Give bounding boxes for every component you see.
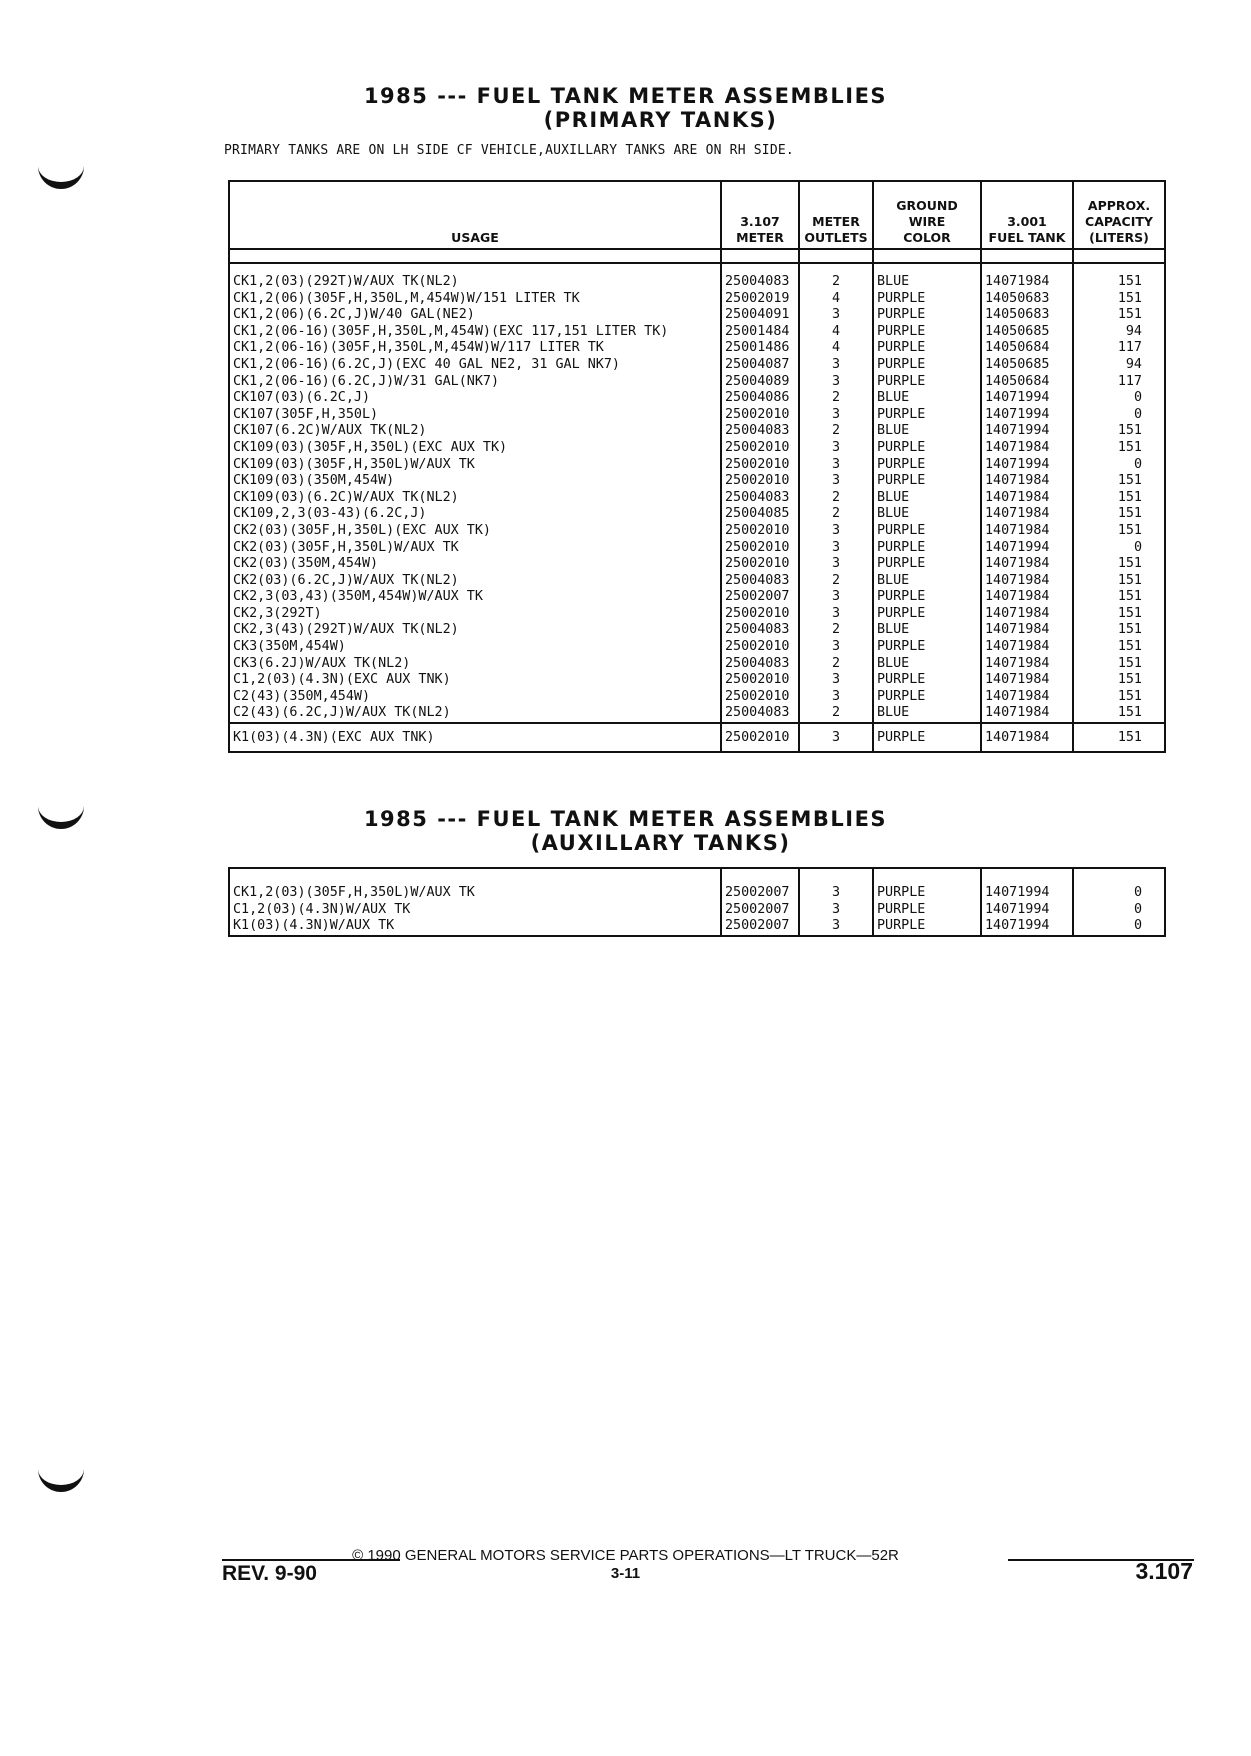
fuel-tank-cell: 14071984 xyxy=(981,506,1073,523)
table-row xyxy=(229,918,1165,936)
fuel-tank-cell: 14071984 xyxy=(981,639,1073,656)
outlets-cell: 3 xyxy=(799,407,873,424)
meter-part-cell: 25004086 xyxy=(721,390,799,407)
wire-color-cell: PURPLE xyxy=(873,374,981,391)
meter-part-cell: 25004089 xyxy=(721,374,799,391)
body-gap xyxy=(229,263,1165,274)
aux-table-body xyxy=(229,868,1165,936)
usage-cell: CK1,2(06-16)(6.2C,J)W/31 GAL(NK7) xyxy=(229,374,721,391)
usage-cell: CK1,2(06-16)(6.2C,J)(EXC 40 GAL NE2, 31 GAL NK7) xyxy=(229,357,721,374)
wire-color-cell: PURPLE xyxy=(873,723,981,752)
outlets-cell: 3 xyxy=(799,918,873,936)
outlets-cell: 3 xyxy=(799,357,873,374)
capacity-cell: 151 xyxy=(1073,589,1165,606)
usage-cell: CK107(03)(6.2C,J) xyxy=(229,390,721,407)
usage-cell: CK3(350M,454W) xyxy=(229,639,721,656)
capacity-cell: 0 xyxy=(1073,457,1165,474)
usage-cell: CK2(03)(305F,H,350L)(EXC AUX TK) xyxy=(229,523,721,540)
outlets-cell: 3 xyxy=(799,307,873,324)
capacity-cell: 94 xyxy=(1073,324,1165,341)
wire-color-cell: PURPLE xyxy=(873,589,981,606)
capacity-cell: 151 xyxy=(1073,672,1165,689)
meter-part-cell: 25002010 xyxy=(721,689,799,706)
capacity-cell: 151 xyxy=(1073,473,1165,490)
table-row xyxy=(229,540,1165,557)
meter-part-cell: 25002010 xyxy=(721,723,799,752)
fuel-tank-cell: 14071984 xyxy=(981,622,1073,639)
fuel-tank-cell: 14050683 xyxy=(981,291,1073,308)
fuel-tank-cell: 14071984 xyxy=(981,440,1073,457)
table-row xyxy=(229,672,1165,689)
wire-color-cell: BLUE xyxy=(873,490,981,507)
outlets-cell: 2 xyxy=(799,656,873,673)
outlets-cell: 3 xyxy=(799,374,873,391)
wire-color-cell: PURPLE xyxy=(873,440,981,457)
header-spacer xyxy=(229,249,1165,263)
outlets-cell: 2 xyxy=(799,622,873,639)
outlets-cell: 2 xyxy=(799,705,873,723)
usage-cell: CK1,2(03)(292T)W/AUX TK(NL2) xyxy=(229,274,721,291)
primary-header-row xyxy=(229,181,1165,249)
outlets-cell: 3 xyxy=(799,885,873,902)
table-row xyxy=(229,689,1165,706)
outlets-cell: 4 xyxy=(799,291,873,308)
capacity-cell: 151 xyxy=(1073,705,1165,723)
usage-cell: CK109,2,3(03-43)(6.2C,J) xyxy=(229,506,721,523)
section-number: 3.107 xyxy=(1135,1558,1193,1584)
usage-cell: CK2(03)(6.2C,J)W/AUX TK(NL2) xyxy=(229,573,721,590)
fuel-tank-cell: 14050685 xyxy=(981,324,1073,341)
table-row-last xyxy=(229,723,1165,752)
capacity-cell: 151 xyxy=(1073,307,1165,324)
outlets-cell: 3 xyxy=(799,589,873,606)
wire-color-cell: PURPLE xyxy=(873,672,981,689)
capacity-cell: 117 xyxy=(1073,340,1165,357)
wire-color-cell: PURPLE xyxy=(873,556,981,573)
usage-cell: CK1,2(03)(305F,H,350L)W/AUX TK xyxy=(229,885,721,902)
fuel-tank-cell: 14071994 xyxy=(981,540,1073,557)
outlets-cell: 4 xyxy=(799,324,873,341)
fuel-tank-cell: 14071984 xyxy=(981,473,1073,490)
meter-part-cell: 25002010 xyxy=(721,440,799,457)
meter-part-cell: 25004083 xyxy=(721,573,799,590)
meter-part-cell: 25002010 xyxy=(721,672,799,689)
footer-copyright: © 1990 GENERAL MOTORS SERVICE PARTS OPERATIONS—LT TRUCK—52R xyxy=(352,1547,899,1564)
wire-color-cell: PURPLE xyxy=(873,918,981,936)
usage-cell: CK1,2(06-16)(305F,H,350L,M,454W)W/117 LITER TK xyxy=(229,340,721,357)
meter-part-cell: 25002010 xyxy=(721,606,799,623)
capacity-cell: 151 xyxy=(1073,556,1165,573)
wire-color-cell: PURPLE xyxy=(873,291,981,308)
fuel-tank-cell: 14071984 xyxy=(981,705,1073,723)
fuel-tank-cell: 14071994 xyxy=(981,457,1073,474)
wire-color-cell: BLUE xyxy=(873,274,981,291)
wire-color-cell: BLUE xyxy=(873,506,981,523)
table-row xyxy=(229,440,1165,457)
capacity-cell: 94 xyxy=(1073,357,1165,374)
fuel-tank-cell: 14071994 xyxy=(981,918,1073,936)
outlets-cell: 3 xyxy=(799,723,873,752)
usage-cell: CK107(305F,H,350L) xyxy=(229,407,721,424)
capacity-cell: 151 xyxy=(1073,274,1165,291)
meter-part-cell: 25002007 xyxy=(721,902,799,919)
outlets-cell: 3 xyxy=(799,902,873,919)
fuel-tank-cell: 14071994 xyxy=(981,423,1073,440)
usage-cell: C1,2(03)(4.3N)(EXC AUX TNK) xyxy=(229,672,721,689)
capacity-cell: 0 xyxy=(1073,918,1165,936)
fuel-tank-cell: 14071984 xyxy=(981,656,1073,673)
table-row xyxy=(229,656,1165,673)
binder-hole-top xyxy=(38,160,84,189)
outlets-cell: 3 xyxy=(799,540,873,557)
table-row xyxy=(229,457,1165,474)
capacity-cell: 151 xyxy=(1073,639,1165,656)
primary-title-line2: (PRIMARY TANKS) xyxy=(543,108,778,132)
wire-color-cell: BLUE xyxy=(873,705,981,723)
wire-color-cell: BLUE xyxy=(873,573,981,590)
primary-table-body xyxy=(229,249,1165,752)
outlets-cell: 3 xyxy=(799,473,873,490)
outlets-cell: 2 xyxy=(799,573,873,590)
table-row xyxy=(229,705,1165,723)
meter-part-cell: 25004085 xyxy=(721,506,799,523)
fuel-tank-cell: 14071984 xyxy=(981,589,1073,606)
usage-cell: CK2(03)(305F,H,350L)W/AUX TK xyxy=(229,540,721,557)
outlets-cell: 4 xyxy=(799,340,873,357)
usage-cell: K1(03)(4.3N)(EXC AUX TNK) xyxy=(229,723,721,752)
capacity-cell: 151 xyxy=(1073,622,1165,639)
meter-part-cell: 25004083 xyxy=(721,705,799,723)
meter-part-cell: 25002010 xyxy=(721,523,799,540)
header-capacity: APPROX. CAPACITY (LITERS) xyxy=(1073,181,1165,249)
outlets-cell: 3 xyxy=(799,689,873,706)
outlets-cell: 2 xyxy=(799,390,873,407)
outlets-cell: 2 xyxy=(799,423,873,440)
table-row xyxy=(229,374,1165,391)
aux-gap xyxy=(229,868,1165,885)
usage-cell: CK107(6.2C)W/AUX TK(NL2) xyxy=(229,423,721,440)
fuel-tank-cell: 14071984 xyxy=(981,274,1073,291)
usage-cell: C2(43)(350M,454W) xyxy=(229,689,721,706)
fuel-tank-cell: 14071984 xyxy=(981,556,1073,573)
capacity-cell: 0 xyxy=(1073,902,1165,919)
outlets-cell: 3 xyxy=(799,523,873,540)
aux-title-line2: (AUXILLARY TANKS) xyxy=(530,831,791,855)
usage-cell: CK2,3(03,43)(350M,454W)W/AUX TK xyxy=(229,589,721,606)
meter-part-cell: 25002007 xyxy=(721,918,799,936)
table-row xyxy=(229,622,1165,639)
wire-color-cell: PURPLE xyxy=(873,689,981,706)
meter-part-cell: 25004083 xyxy=(721,622,799,639)
meter-part-cell: 25002010 xyxy=(721,457,799,474)
fuel-tank-cell: 14071984 xyxy=(981,689,1073,706)
table-row xyxy=(229,606,1165,623)
table-row xyxy=(229,523,1165,540)
primary-title xyxy=(0,84,1251,132)
usage-cell: C2(43)(6.2C,J)W/AUX TK(NL2) xyxy=(229,705,721,723)
wire-color-cell: BLUE xyxy=(873,656,981,673)
table-row xyxy=(229,556,1165,573)
table-row xyxy=(229,885,1165,902)
usage-cell: CK2,3(43)(292T)W/AUX TK(NL2) xyxy=(229,622,721,639)
meter-part-cell: 25004083 xyxy=(721,423,799,440)
meter-part-cell: 25002007 xyxy=(721,589,799,606)
capacity-cell: 117 xyxy=(1073,374,1165,391)
fuel-tank-cell: 14050684 xyxy=(981,340,1073,357)
capacity-cell: 151 xyxy=(1073,506,1165,523)
capacity-cell: 151 xyxy=(1073,490,1165,507)
fuel-tank-cell: 14071994 xyxy=(981,407,1073,424)
table-row xyxy=(229,639,1165,656)
usage-cell: C1,2(03)(4.3N)W/AUX TK xyxy=(229,902,721,919)
aux-title xyxy=(0,807,1251,855)
wire-color-cell: PURPLE xyxy=(873,307,981,324)
outlets-cell: 3 xyxy=(799,556,873,573)
capacity-cell: 151 xyxy=(1073,656,1165,673)
meter-part-cell: 25004091 xyxy=(721,307,799,324)
usage-cell: CK109(03)(305F,H,350L)W/AUX TK xyxy=(229,457,721,474)
primary-title-line1: 1985 --- FUEL TANK METER ASSEMBLIES xyxy=(363,84,888,108)
fuel-tank-cell: 14050685 xyxy=(981,357,1073,374)
usage-cell: CK109(03)(305F,H,350L)(EXC AUX TK) xyxy=(229,440,721,457)
meter-part-cell: 25002010 xyxy=(721,540,799,557)
table-row xyxy=(229,307,1165,324)
side-note: PRIMARY TANKS ARE ON LH SIDE CF VEHICLE,AUXILLARY TANKS ARE ON RH SIDE. xyxy=(224,143,794,158)
usage-cell: CK1,2(06-16)(305F,H,350L,M,454W)(EXC 117,151 LITER TK) xyxy=(229,324,721,341)
capacity-cell: 151 xyxy=(1073,291,1165,308)
revision-label: REV. 9-90 xyxy=(222,1562,317,1585)
meter-part-cell: 25002010 xyxy=(721,556,799,573)
wire-color-cell: BLUE xyxy=(873,390,981,407)
wire-color-cell: PURPLE xyxy=(873,473,981,490)
usage-cell: CK1,2(06)(6.2C,J)W/40 GAL(NE2) xyxy=(229,307,721,324)
usage-cell: CK109(03)(350M,454W) xyxy=(229,473,721,490)
table-row xyxy=(229,573,1165,590)
usage-cell: CK109(03)(6.2C)W/AUX TK(NL2) xyxy=(229,490,721,507)
outlets-cell: 2 xyxy=(799,506,873,523)
wire-color-cell: PURPLE xyxy=(873,639,981,656)
usage-cell: CK1,2(06)(305F,H,350L,M,454W)W/151 LITER TK xyxy=(229,291,721,308)
table-row xyxy=(229,274,1165,291)
meter-part-cell: 25004083 xyxy=(721,490,799,507)
usage-cell: K1(03)(4.3N)W/AUX TK xyxy=(229,918,721,936)
table-row xyxy=(229,324,1165,341)
table-row xyxy=(229,390,1165,407)
primary-table xyxy=(228,180,1166,753)
meter-part-cell: 25001484 xyxy=(721,324,799,341)
fuel-tank-cell: 14071984 xyxy=(981,606,1073,623)
wire-color-cell: BLUE xyxy=(873,423,981,440)
outlets-cell: 2 xyxy=(799,490,873,507)
table-row xyxy=(229,357,1165,374)
usage-cell: CK2,3(292T) xyxy=(229,606,721,623)
table-row xyxy=(229,473,1165,490)
meter-part-cell: 25002010 xyxy=(721,407,799,424)
table-row xyxy=(229,589,1165,606)
fuel-tank-cell: 14071984 xyxy=(981,672,1073,689)
table-row xyxy=(229,407,1165,424)
outlets-cell: 3 xyxy=(799,672,873,689)
table-row xyxy=(229,291,1165,308)
meter-part-cell: 25004083 xyxy=(721,274,799,291)
meter-part-cell: 25002019 xyxy=(721,291,799,308)
capacity-cell: 151 xyxy=(1073,689,1165,706)
meter-part-cell: 25001486 xyxy=(721,340,799,357)
fuel-tank-cell: 14050683 xyxy=(981,307,1073,324)
capacity-cell: 0 xyxy=(1073,885,1165,902)
aux-title-line1: 1985 --- FUEL TANK METER ASSEMBLIES xyxy=(363,807,888,831)
meter-part-cell: 25004087 xyxy=(721,357,799,374)
fuel-tank-cell: 14071994 xyxy=(981,902,1073,919)
wire-color-cell: PURPLE xyxy=(873,340,981,357)
wire-color-cell: PURPLE xyxy=(873,885,981,902)
capacity-cell: 151 xyxy=(1073,606,1165,623)
header-fuel-tank: 3.001 FUEL TANK xyxy=(981,181,1073,249)
wire-color-cell: PURPLE xyxy=(873,357,981,374)
usage-cell: CK3(6.2J)W/AUX TK(NL2) xyxy=(229,656,721,673)
outlets-cell: 3 xyxy=(799,606,873,623)
fuel-tank-cell: 14071984 xyxy=(981,523,1073,540)
capacity-cell: 0 xyxy=(1073,540,1165,557)
header-meter: 3.107 METER xyxy=(721,181,799,249)
wire-color-cell: PURPLE xyxy=(873,407,981,424)
outlets-cell: 3 xyxy=(799,639,873,656)
wire-color-cell: PURPLE xyxy=(873,523,981,540)
fuel-tank-cell: 14071994 xyxy=(981,885,1073,902)
meter-part-cell: 25002010 xyxy=(721,639,799,656)
wire-color-cell: PURPLE xyxy=(873,457,981,474)
fuel-tank-cell: 14071984 xyxy=(981,573,1073,590)
outlets-cell: 3 xyxy=(799,440,873,457)
aux-table xyxy=(228,867,1166,937)
meter-part-cell: 25002007 xyxy=(721,885,799,902)
capacity-cell: 151 xyxy=(1073,423,1165,440)
header-usage: USAGE xyxy=(229,181,721,249)
table-row xyxy=(229,423,1165,440)
fuel-tank-cell: 14050684 xyxy=(981,374,1073,391)
fuel-tank-cell: 14071994 xyxy=(981,390,1073,407)
capacity-cell: 0 xyxy=(1073,407,1165,424)
header-outlets: METER OUTLETS xyxy=(799,181,873,249)
capacity-cell: 151 xyxy=(1073,723,1165,752)
table-row xyxy=(229,902,1165,919)
wire-color-cell: PURPLE xyxy=(873,902,981,919)
footer-page-number: 3-11 xyxy=(610,1565,641,1582)
outlets-cell: 3 xyxy=(799,457,873,474)
binder-hole-bottom xyxy=(38,1463,84,1492)
fuel-tank-cell: 14071984 xyxy=(981,490,1073,507)
capacity-cell: 151 xyxy=(1073,573,1165,590)
wire-color-cell: PURPLE xyxy=(873,540,981,557)
table-row xyxy=(229,506,1165,523)
capacity-cell: 0 xyxy=(1073,390,1165,407)
capacity-cell: 151 xyxy=(1073,440,1165,457)
wire-color-cell: BLUE xyxy=(873,622,981,639)
wire-color-cell: PURPLE xyxy=(873,324,981,341)
fuel-tank-cell: 14071984 xyxy=(981,723,1073,752)
meter-part-cell: 25004083 xyxy=(721,656,799,673)
table-row xyxy=(229,340,1165,357)
outlets-cell: 2 xyxy=(799,274,873,291)
capacity-cell: 151 xyxy=(1073,523,1165,540)
header-wire-color: GROUND WIRE COLOR xyxy=(873,181,981,249)
meter-part-cell: 25002010 xyxy=(721,473,799,490)
wire-color-cell: PURPLE xyxy=(873,606,981,623)
table-row xyxy=(229,490,1165,507)
usage-cell: CK2(03)(350M,454W) xyxy=(229,556,721,573)
